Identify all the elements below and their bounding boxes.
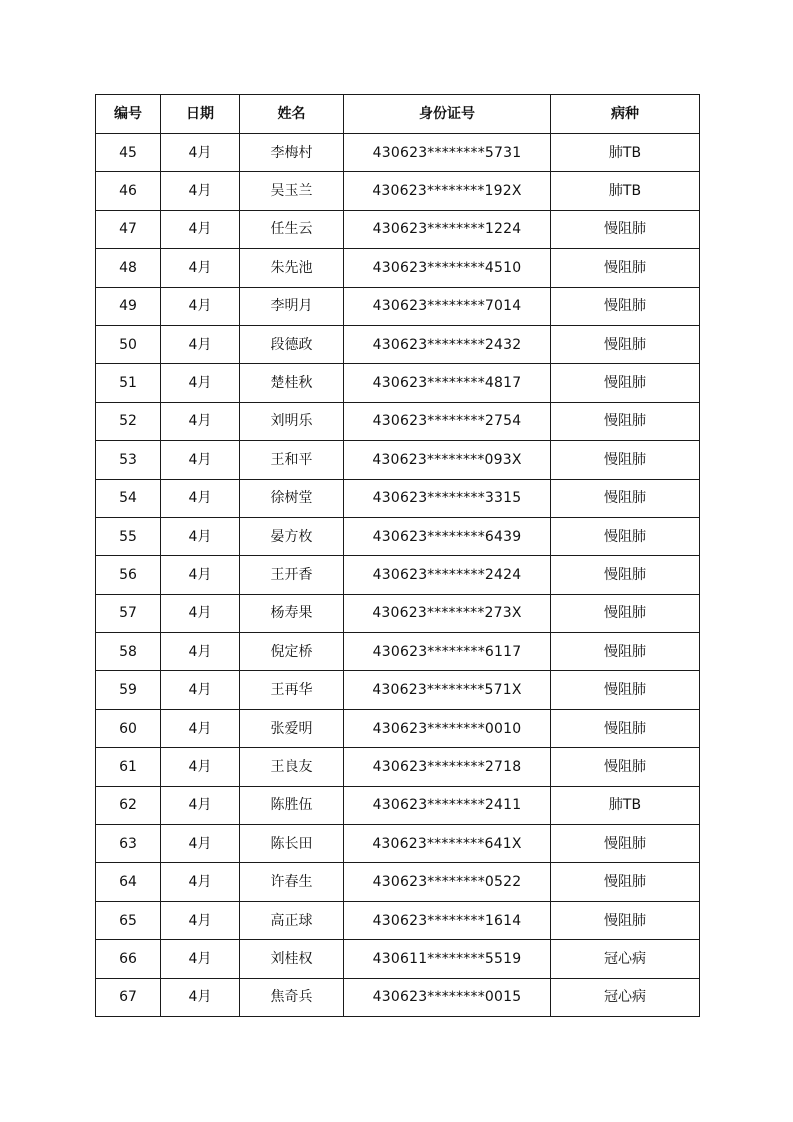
cell-date: 4月	[161, 825, 240, 863]
table-body	[96, 134, 700, 1017]
cell-name: 刘明乐	[240, 402, 344, 440]
cell-date: 4月	[161, 786, 240, 824]
cell-date: 4月	[161, 671, 240, 709]
cell-name: 王和平	[240, 441, 344, 479]
cell-name: 王良友	[240, 748, 344, 786]
cell-number: 57	[96, 594, 161, 632]
header-name: 姓名	[240, 95, 344, 134]
table-row	[96, 863, 700, 901]
cell-id-number: 430623********2754	[344, 402, 551, 440]
table-row	[96, 441, 700, 479]
table-row	[96, 825, 700, 863]
cell-number: 46	[96, 172, 161, 210]
cell-name: 倪定桥	[240, 633, 344, 671]
table-row	[96, 325, 700, 363]
table-row	[96, 134, 700, 172]
table-row	[96, 709, 700, 747]
cell-id-number: 430623********273X	[344, 594, 551, 632]
table-header	[96, 95, 700, 134]
cell-number: 63	[96, 825, 161, 863]
cell-date: 4月	[161, 748, 240, 786]
cell-date: 4月	[161, 978, 240, 1016]
cell-date: 4月	[161, 709, 240, 747]
cell-disease: 慢阻肺	[551, 633, 700, 671]
cell-date: 4月	[161, 287, 240, 325]
cell-number: 52	[96, 402, 161, 440]
cell-number: 60	[96, 709, 161, 747]
cell-number: 50	[96, 325, 161, 363]
cell-id-number: 430623********641X	[344, 825, 551, 863]
cell-disease: 冠心病	[551, 940, 700, 978]
cell-name: 王再华	[240, 671, 344, 709]
cell-date: 4月	[161, 479, 240, 517]
cell-date: 4月	[161, 364, 240, 402]
cell-name: 楚桂秋	[240, 364, 344, 402]
cell-number: 59	[96, 671, 161, 709]
cell-number: 67	[96, 978, 161, 1016]
cell-name: 陈胜伍	[240, 786, 344, 824]
cell-id-number: 430623********4817	[344, 364, 551, 402]
cell-name: 朱先池	[240, 249, 344, 287]
cell-id-number: 430623********2411	[344, 786, 551, 824]
cell-id-number: 430623********6439	[344, 517, 551, 555]
cell-name: 任生云	[240, 210, 344, 248]
cell-disease: 慢阻肺	[551, 325, 700, 363]
cell-number: 66	[96, 940, 161, 978]
cell-date: 4月	[161, 863, 240, 901]
cell-disease: 慢阻肺	[551, 556, 700, 594]
cell-name: 焦奇兵	[240, 978, 344, 1016]
table-row	[96, 172, 700, 210]
cell-name: 高正球	[240, 901, 344, 939]
header-disease: 病种	[551, 95, 700, 134]
patient-table	[95, 94, 700, 1017]
header-date: 日期	[161, 95, 240, 134]
cell-disease: 肺TB	[551, 786, 700, 824]
cell-number: 51	[96, 364, 161, 402]
cell-disease: 慢阻肺	[551, 863, 700, 901]
cell-id-number: 430623********4510	[344, 249, 551, 287]
cell-date: 4月	[161, 172, 240, 210]
cell-disease: 慢阻肺	[551, 671, 700, 709]
cell-date: 4月	[161, 594, 240, 632]
cell-id-number: 430623********2432	[344, 325, 551, 363]
table-row	[96, 901, 700, 939]
cell-name: 李明月	[240, 287, 344, 325]
cell-id-number: 430623********571X	[344, 671, 551, 709]
cell-disease: 肺TB	[551, 172, 700, 210]
table-row	[96, 249, 700, 287]
table-row	[96, 940, 700, 978]
table-row	[96, 517, 700, 555]
cell-name: 许春生	[240, 863, 344, 901]
cell-number: 53	[96, 441, 161, 479]
cell-number: 64	[96, 863, 161, 901]
cell-date: 4月	[161, 210, 240, 248]
header-number: 编号	[96, 95, 161, 134]
cell-date: 4月	[161, 325, 240, 363]
cell-id-number: 430623********1614	[344, 901, 551, 939]
cell-date: 4月	[161, 402, 240, 440]
cell-number: 54	[96, 479, 161, 517]
cell-disease: 慢阻肺	[551, 210, 700, 248]
cell-disease: 慢阻肺	[551, 402, 700, 440]
cell-disease: 慢阻肺	[551, 709, 700, 747]
cell-name: 刘桂权	[240, 940, 344, 978]
cell-date: 4月	[161, 249, 240, 287]
cell-number: 61	[96, 748, 161, 786]
cell-id-number: 430623********6117	[344, 633, 551, 671]
table-row	[96, 978, 700, 1016]
cell-disease: 慢阻肺	[551, 901, 700, 939]
cell-number: 58	[96, 633, 161, 671]
cell-id-number: 430623********1224	[344, 210, 551, 248]
cell-disease: 肺TB	[551, 134, 700, 172]
cell-disease: 慢阻肺	[551, 748, 700, 786]
cell-id-number: 430623********093X	[344, 441, 551, 479]
cell-disease: 慢阻肺	[551, 249, 700, 287]
cell-number: 55	[96, 517, 161, 555]
cell-disease: 慢阻肺	[551, 364, 700, 402]
table-row	[96, 633, 700, 671]
cell-name: 李梅村	[240, 134, 344, 172]
cell-id-number: 430623********5731	[344, 134, 551, 172]
table-row	[96, 594, 700, 632]
cell-name: 晏方枚	[240, 517, 344, 555]
cell-id-number: 430623********2424	[344, 556, 551, 594]
cell-name: 杨寿果	[240, 594, 344, 632]
table-row	[96, 402, 700, 440]
cell-name: 王开香	[240, 556, 344, 594]
cell-number: 62	[96, 786, 161, 824]
cell-id-number: 430623********7014	[344, 287, 551, 325]
table-row	[96, 287, 700, 325]
cell-date: 4月	[161, 940, 240, 978]
cell-name: 陈长田	[240, 825, 344, 863]
table-row	[96, 364, 700, 402]
cell-id-number: 430611********5519	[344, 940, 551, 978]
cell-id-number: 430623********0015	[344, 978, 551, 1016]
cell-number: 49	[96, 287, 161, 325]
cell-number: 48	[96, 249, 161, 287]
cell-disease: 慢阻肺	[551, 479, 700, 517]
cell-disease: 慢阻肺	[551, 287, 700, 325]
cell-id-number: 430623********192X	[344, 172, 551, 210]
table-row	[96, 671, 700, 709]
cell-name: 张爱明	[240, 709, 344, 747]
cell-date: 4月	[161, 134, 240, 172]
header-row	[96, 95, 700, 134]
table-row	[96, 479, 700, 517]
table-row	[96, 786, 700, 824]
cell-number: 65	[96, 901, 161, 939]
cell-date: 4月	[161, 633, 240, 671]
cell-date: 4月	[161, 441, 240, 479]
cell-id-number: 430623********0010	[344, 709, 551, 747]
cell-disease: 慢阻肺	[551, 517, 700, 555]
header-id-number: 身份证号	[344, 95, 551, 134]
cell-number: 56	[96, 556, 161, 594]
table-row	[96, 748, 700, 786]
cell-disease: 慢阻肺	[551, 825, 700, 863]
table-row	[96, 210, 700, 248]
cell-date: 4月	[161, 556, 240, 594]
table-row	[96, 556, 700, 594]
cell-id-number: 430623********2718	[344, 748, 551, 786]
cell-date: 4月	[161, 901, 240, 939]
cell-name: 徐树堂	[240, 479, 344, 517]
cell-number: 45	[96, 134, 161, 172]
cell-disease: 慢阻肺	[551, 594, 700, 632]
cell-number: 47	[96, 210, 161, 248]
cell-disease: 冠心病	[551, 978, 700, 1016]
cell-name: 吴玉兰	[240, 172, 344, 210]
cell-date: 4月	[161, 517, 240, 555]
cell-disease: 慢阻肺	[551, 441, 700, 479]
cell-name: 段德政	[240, 325, 344, 363]
cell-id-number: 430623********0522	[344, 863, 551, 901]
cell-id-number: 430623********3315	[344, 479, 551, 517]
